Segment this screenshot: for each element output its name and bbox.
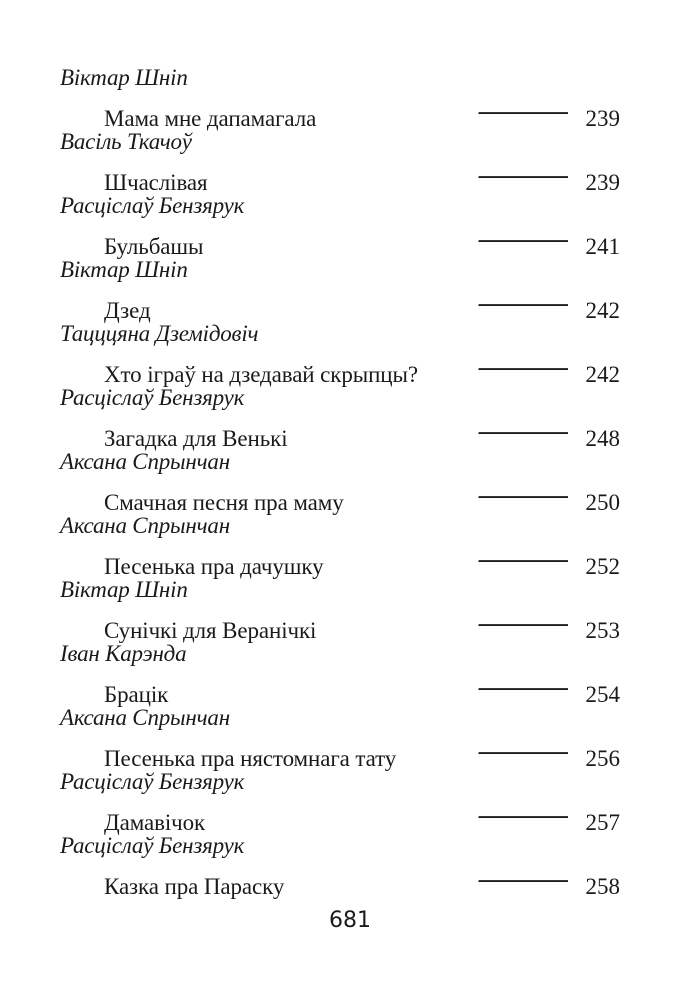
toc-entry [60,830,620,899]
toc-entry [60,446,620,515]
toc-title: Сунічкі для Веранічкі [104,618,317,643]
toc-author: Іван Карэнда [60,641,187,666]
toc-title: Шчаслівая [104,170,208,195]
toc-entry [60,510,620,579]
toc-entry [60,766,620,835]
toc-title: Дамавічок [104,810,206,835]
toc-page-number: 257 [585,810,620,835]
toc-author: Тацццяна Дземідовіч [60,321,259,346]
toc-title: Мама мне дапамагала [104,106,317,131]
dot-leader [347,478,568,510]
toc-title-row[interactable] [60,94,620,131]
toc-page-number: 258 [585,874,620,899]
toc-title-row[interactable] [60,350,620,387]
toc-title-row[interactable] [60,606,620,643]
toc-author: Расціслаў Бензярук [60,769,245,794]
toc-title-row[interactable] [60,286,620,323]
toc-entry [60,382,620,451]
toc-entry [60,190,620,259]
dot-leader [290,414,568,446]
toc-title: Брацік [104,682,169,707]
toc-title: Смачная песня пра маму [104,490,344,515]
toc-title-row[interactable] [60,542,620,579]
toc-title-row[interactable] [60,478,620,515]
dot-leader [421,350,568,382]
toc-author: Васіль Ткачоў [60,129,192,154]
toc-author: Расціслаў Бензярук [60,193,245,218]
toc-author: Расціслаў Бензярук [60,385,245,410]
toc-title-row[interactable] [60,734,620,771]
dot-leader [287,862,568,894]
toc-title-row[interactable] [60,670,620,707]
toc-page-number: 242 [585,362,620,387]
dot-leader [319,94,568,126]
toc-title-row[interactable] [60,862,620,899]
toc-title-row[interactable] [60,222,620,259]
toc-title: Бульбашы [104,234,204,259]
toc-page-number: 252 [585,554,620,579]
toc-title-row[interactable] [60,414,620,451]
toc-title-row[interactable] [60,798,620,835]
toc-title: Дзед [104,298,151,323]
toc-entry [60,62,620,131]
toc-entry [60,126,620,195]
dot-leader [208,798,568,830]
toc-page-number: 254 [585,682,620,707]
dot-leader [154,286,568,318]
toc-title: Хто іграў на дзедавай скрыпцы? [104,362,418,387]
toc-title-row[interactable] [60,158,620,195]
toc-page-number: 248 [585,426,620,451]
toc-title: Казка пра Параску [104,874,285,899]
toc-entry [60,638,620,707]
toc-entry [60,254,620,323]
toc-author: Віктар Шніп [60,577,188,602]
toc-title: Песенька пра нястомнага тату [104,746,397,771]
toc-page-number: 242 [585,298,620,323]
toc-page-number: 253 [585,618,620,643]
table-of-contents [60,62,620,899]
toc-page-number: 241 [585,234,620,259]
toc-author: Віктар Шніп [60,257,188,282]
toc-page-number: 239 [585,106,620,131]
toc-author: Аксана Спрынчан [60,449,230,474]
toc-entry [60,574,620,643]
toc-title: Загадка для Венькі [104,426,288,451]
dot-leader [399,734,568,766]
dot-leader [206,222,568,254]
toc-page-number: 256 [585,746,620,771]
toc-title: Песенька пра дачушку [104,554,324,579]
toc-author: Аксана Спрынчан [60,513,230,538]
toc-page-number: 250 [585,490,620,515]
toc-entry [60,702,620,771]
dot-leader [211,158,569,190]
toc-author: Расціслаў Бензярук [60,833,245,858]
toc-author: Аксана Спрынчан [60,705,230,730]
dot-leader [327,542,568,574]
dot-leader [319,606,568,638]
dot-leader [171,670,568,702]
page-number: 681 [329,908,371,933]
toc-entry [60,318,620,387]
toc-author: Віктар Шніп [60,65,188,90]
toc-page-number: 239 [585,170,620,195]
